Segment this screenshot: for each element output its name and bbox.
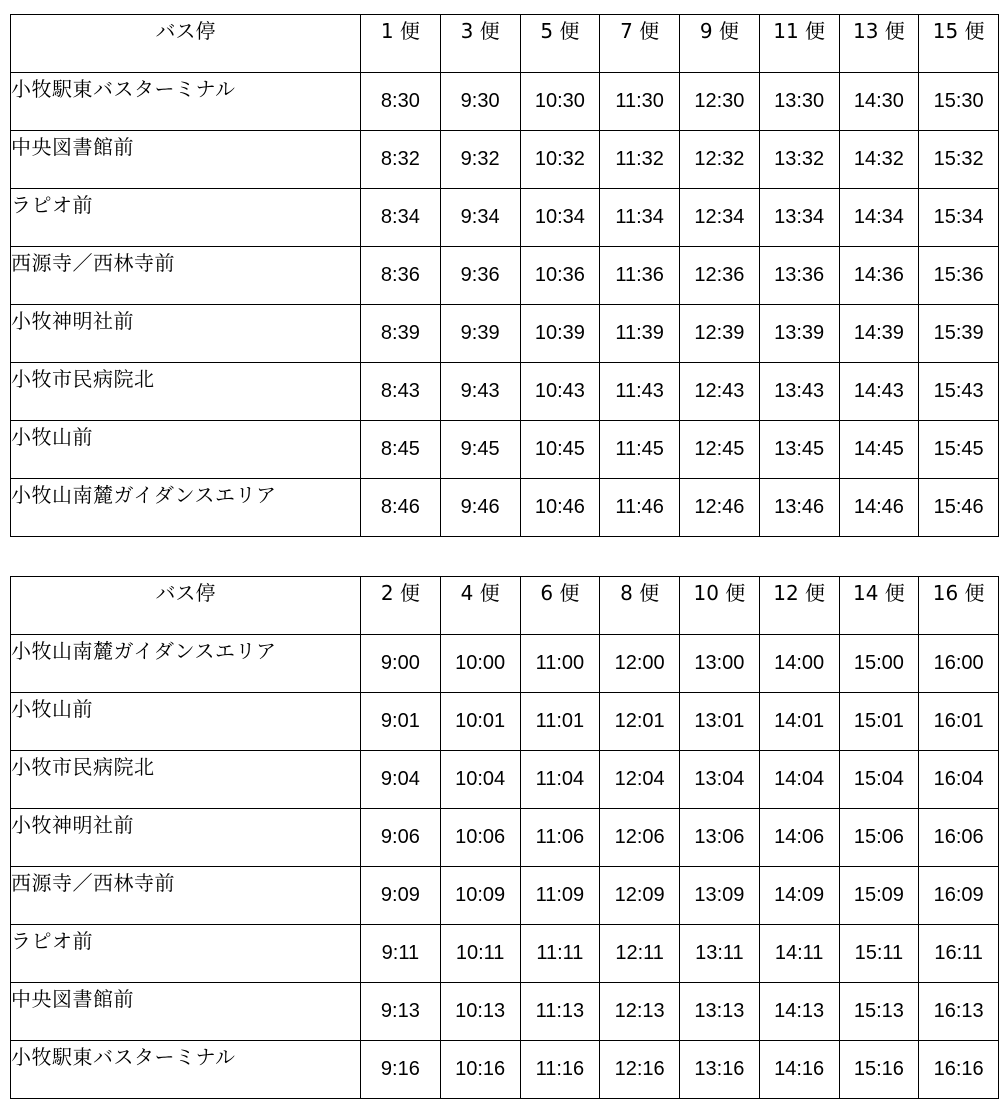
departure-time: 8:30 [361, 73, 441, 131]
table-row [11, 131, 999, 189]
departure-time: 14:32 [839, 131, 919, 189]
departure-time: 13:00 [680, 635, 760, 693]
departure-time: 15:34 [919, 189, 999, 247]
departure-time: 10:36 [520, 247, 600, 305]
departure-time: 9:39 [440, 305, 520, 363]
departure-time: 9:32 [440, 131, 520, 189]
departure-time: 9:00 [361, 635, 441, 693]
departure-time: 10:09 [440, 867, 520, 925]
trip-column-header: 1 便 [361, 15, 441, 73]
stop-name: 小牧山前 [11, 693, 361, 751]
stop-name: 小牧山南麓ガイダンスエリア [11, 479, 361, 537]
departure-time: 9:04 [361, 751, 441, 809]
departure-time: 15:06 [839, 809, 919, 867]
departure-time: 9:06 [361, 809, 441, 867]
trip-column-header: 11 便 [759, 15, 839, 73]
stop-name: ラピオ前 [11, 189, 361, 247]
table-row [11, 421, 999, 479]
departure-time: 9:13 [361, 983, 441, 1041]
departure-time: 10:39 [520, 305, 600, 363]
trip-column-header: 14 便 [839, 577, 919, 635]
departure-time: 8:34 [361, 189, 441, 247]
trip-column-header: 7 便 [600, 15, 680, 73]
departure-time: 11:45 [600, 421, 680, 479]
departure-time: 16:04 [919, 751, 999, 809]
table-row [11, 751, 999, 809]
departure-time: 13:01 [680, 693, 760, 751]
departure-time: 10:01 [440, 693, 520, 751]
departure-time: 14:34 [839, 189, 919, 247]
stop-name: 小牧山南麓ガイダンスエリア [11, 635, 361, 693]
table-row [11, 247, 999, 305]
trip-column-header: 5 便 [520, 15, 600, 73]
departure-time: 8:39 [361, 305, 441, 363]
departure-time: 15:01 [839, 693, 919, 751]
stop-name: ラピオ前 [11, 925, 361, 983]
departure-time: 16:00 [919, 635, 999, 693]
departure-time: 14:39 [839, 305, 919, 363]
trip-column-header: 9 便 [680, 15, 760, 73]
departure-time: 12:30 [680, 73, 760, 131]
departure-time: 11:06 [520, 809, 600, 867]
table-row [11, 305, 999, 363]
departure-time: 12:43 [680, 363, 760, 421]
departure-time: 9:01 [361, 693, 441, 751]
trip-column-header: 8 便 [600, 577, 680, 635]
departure-time: 9:46 [440, 479, 520, 537]
departure-time: 11:36 [600, 247, 680, 305]
departure-time: 16:11 [919, 925, 999, 983]
departure-time: 12:39 [680, 305, 760, 363]
stop-name: 中央図書館前 [11, 983, 361, 1041]
departure-time: 8:36 [361, 247, 441, 305]
departure-time: 11:04 [520, 751, 600, 809]
departure-time: 12:34 [680, 189, 760, 247]
table-row [11, 479, 999, 537]
departure-time: 12:46 [680, 479, 760, 537]
stop-name: 西源寺／西林寺前 [11, 247, 361, 305]
table-row [11, 635, 999, 693]
departure-time: 15:36 [919, 247, 999, 305]
departure-time: 10:00 [440, 635, 520, 693]
departure-time: 15:45 [919, 421, 999, 479]
header-row [11, 15, 999, 73]
departure-time: 12:09 [600, 867, 680, 925]
trip-column-header: 12 便 [759, 577, 839, 635]
departure-time: 9:16 [361, 1041, 441, 1099]
departure-time: 15:04 [839, 751, 919, 809]
departure-time: 15:16 [839, 1041, 919, 1099]
departure-time: 12:01 [600, 693, 680, 751]
departure-time: 10:32 [520, 131, 600, 189]
departure-time: 14:11 [759, 925, 839, 983]
stop-name: 小牧神明社前 [11, 305, 361, 363]
stop-name: 西源寺／西林寺前 [11, 867, 361, 925]
departure-time: 8:32 [361, 131, 441, 189]
departure-time: 14:09 [759, 867, 839, 925]
departure-time: 9:34 [440, 189, 520, 247]
departure-time: 13:45 [759, 421, 839, 479]
departure-time: 15:46 [919, 479, 999, 537]
departure-time: 13:06 [680, 809, 760, 867]
departure-time: 10:16 [440, 1041, 520, 1099]
departure-time: 10:30 [520, 73, 600, 131]
departure-time: 12:13 [600, 983, 680, 1041]
departure-time: 13:36 [759, 247, 839, 305]
timetable-inbound [10, 576, 999, 1099]
departure-time: 15:13 [839, 983, 919, 1041]
table-row [11, 983, 999, 1041]
departure-time: 10:34 [520, 189, 600, 247]
departure-time: 13:39 [759, 305, 839, 363]
departure-time: 10:06 [440, 809, 520, 867]
table-row [11, 693, 999, 751]
departure-time: 9:45 [440, 421, 520, 479]
stop-name: 小牧市民病院北 [11, 363, 361, 421]
stop-name: 中央図書館前 [11, 131, 361, 189]
departure-time: 10:45 [520, 421, 600, 479]
timetable-body [11, 73, 999, 537]
departure-time: 16:06 [919, 809, 999, 867]
departure-time: 14:06 [759, 809, 839, 867]
departure-time: 9:09 [361, 867, 441, 925]
departure-time: 14:00 [759, 635, 839, 693]
trip-column-header: 6 便 [520, 577, 600, 635]
departure-time: 9:43 [440, 363, 520, 421]
departure-time: 16:13 [919, 983, 999, 1041]
departure-time: 14:43 [839, 363, 919, 421]
trip-column-header: 16 便 [919, 577, 999, 635]
departure-time: 13:11 [680, 925, 760, 983]
departure-time: 9:30 [440, 73, 520, 131]
departure-time: 11:30 [600, 73, 680, 131]
stop-column-header: バス停 [11, 15, 361, 73]
departure-time: 14:45 [839, 421, 919, 479]
departure-time: 11:09 [520, 867, 600, 925]
trip-column-header: 3 便 [440, 15, 520, 73]
table-row [11, 809, 999, 867]
departure-time: 16:01 [919, 693, 999, 751]
departure-time: 10:46 [520, 479, 600, 537]
trip-column-header: 15 便 [919, 15, 999, 73]
departure-time: 11:34 [600, 189, 680, 247]
departure-time: 13:32 [759, 131, 839, 189]
departure-time: 13:09 [680, 867, 760, 925]
departure-time: 11:11 [520, 925, 600, 983]
trip-column-header: 2 便 [361, 577, 441, 635]
departure-time: 12:06 [600, 809, 680, 867]
departure-time: 12:00 [600, 635, 680, 693]
table-row [11, 363, 999, 421]
departure-time: 14:36 [839, 247, 919, 305]
departure-time: 11:32 [600, 131, 680, 189]
departure-time: 8:45 [361, 421, 441, 479]
departure-time: 15:39 [919, 305, 999, 363]
departure-time: 10:11 [440, 925, 520, 983]
departure-time: 11:46 [600, 479, 680, 537]
header-row [11, 577, 999, 635]
departure-time: 13:16 [680, 1041, 760, 1099]
departure-time: 9:36 [440, 247, 520, 305]
departure-time: 11:39 [600, 305, 680, 363]
departure-time: 12:36 [680, 247, 760, 305]
departure-time: 13:34 [759, 189, 839, 247]
departure-time: 12:04 [600, 751, 680, 809]
table-row [11, 925, 999, 983]
departure-time: 12:32 [680, 131, 760, 189]
departure-time: 15:43 [919, 363, 999, 421]
table-row [11, 867, 999, 925]
table-row [11, 189, 999, 247]
stop-name: 小牧市民病院北 [11, 751, 361, 809]
departure-time: 13:43 [759, 363, 839, 421]
departure-time: 8:46 [361, 479, 441, 537]
departure-time: 13:30 [759, 73, 839, 131]
departure-time: 11:43 [600, 363, 680, 421]
departure-time: 9:11 [361, 925, 441, 983]
table-row [11, 73, 999, 131]
departure-time: 16:16 [919, 1041, 999, 1099]
departure-time: 11:16 [520, 1041, 600, 1099]
stop-name: 小牧駅東バスターミナル [11, 1041, 361, 1099]
departure-time: 15:30 [919, 73, 999, 131]
stop-name: 小牧山前 [11, 421, 361, 479]
departure-time: 14:04 [759, 751, 839, 809]
timetable-outbound [10, 14, 999, 537]
table-row [11, 1041, 999, 1099]
departure-time: 15:32 [919, 131, 999, 189]
stop-column-header: バス停 [11, 577, 361, 635]
departure-time: 10:43 [520, 363, 600, 421]
departure-time: 8:43 [361, 363, 441, 421]
departure-time: 15:00 [839, 635, 919, 693]
trip-column-header: 4 便 [440, 577, 520, 635]
departure-time: 12:11 [600, 925, 680, 983]
departure-time: 12:16 [600, 1041, 680, 1099]
departure-time: 14:01 [759, 693, 839, 751]
departure-time: 13:13 [680, 983, 760, 1041]
departure-time: 10:13 [440, 983, 520, 1041]
departure-time: 14:16 [759, 1041, 839, 1099]
stop-name: 小牧駅東バスターミナル [11, 73, 361, 131]
trip-column-header: 13 便 [839, 15, 919, 73]
departure-time: 15:09 [839, 867, 919, 925]
departure-time: 14:46 [839, 479, 919, 537]
departure-time: 14:13 [759, 983, 839, 1041]
departure-time: 10:04 [440, 751, 520, 809]
departure-time: 16:09 [919, 867, 999, 925]
departure-time: 15:11 [839, 925, 919, 983]
trip-column-header: 10 便 [680, 577, 760, 635]
stop-name: 小牧神明社前 [11, 809, 361, 867]
departure-time: 11:01 [520, 693, 600, 751]
departure-time: 13:46 [759, 479, 839, 537]
departure-time: 12:45 [680, 421, 760, 479]
timetable-body [11, 635, 999, 1099]
departure-time: 11:13 [520, 983, 600, 1041]
departure-time: 14:30 [839, 73, 919, 131]
departure-time: 13:04 [680, 751, 760, 809]
departure-time: 11:00 [520, 635, 600, 693]
